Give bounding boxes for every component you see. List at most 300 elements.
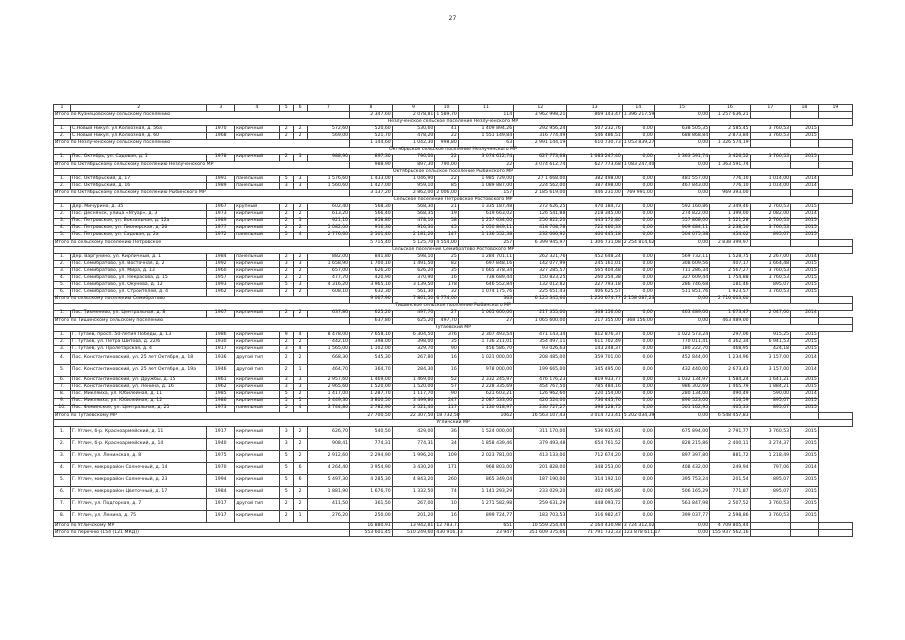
total-value: 5 125,70: [392, 239, 435, 246]
data-cell: 201,54: [710, 474, 750, 486]
data-cell: 530,60: [392, 126, 435, 133]
data-cell: 90: [435, 391, 458, 398]
total-label: Итого по Угличскому МР: [54, 522, 350, 529]
data-cell: 1973: [207, 405, 235, 412]
data-cell: 2 307 493,54: [458, 332, 513, 339]
table-row: [54, 204, 853, 211]
data-cell: 897,30: [350, 154, 393, 161]
data-cell: 2 791,77: [710, 426, 750, 438]
total-value: [818, 239, 852, 246]
data-cell: 3 965,10: [350, 282, 393, 289]
data-cell: 316 774,49: [514, 133, 567, 140]
data-cell: 398 128,75: [567, 405, 622, 412]
row-number: 4.: [54, 225, 71, 232]
data-cell: 3: [279, 438, 293, 450]
total-value: 0,00: [654, 190, 709, 197]
data-cell: 619 663,02: [458, 211, 513, 218]
data-cell: 418 708,78: [514, 225, 567, 232]
address-cell: Пос. Фоминское, ул. Центральная, д. 25: [71, 405, 207, 412]
table-row: [54, 365, 853, 377]
data-cell: 0,00: [622, 486, 654, 498]
data-cell: 1972: [207, 232, 235, 239]
total-value: 1 250 674,77: [567, 296, 622, 303]
data-cell: 22: [435, 133, 458, 140]
total-value: 71 791 732,33: [567, 530, 622, 537]
header-cell: 1: [54, 105, 71, 112]
data-cell: 790,00: [392, 154, 435, 161]
table-row: [54, 377, 853, 384]
data-cell: 126 962,60: [514, 391, 567, 398]
data-cell: 227 793,18: [567, 282, 622, 289]
data-cell: 988,90: [307, 154, 350, 161]
address-cell: Пос. Петровское, ул. Вокзальная, д. 12а: [71, 218, 207, 225]
data-cell: 471 143,34: [514, 332, 567, 339]
data-cell: 1917: [207, 426, 235, 438]
data-cell: 3: [293, 218, 307, 225]
data-cell: 297,06: [710, 332, 750, 339]
section-header-row: [54, 197, 853, 204]
data-cell: 1 014,00: [750, 175, 790, 182]
data-cell: 895,07: [750, 282, 790, 289]
total-value: 155 937 562,16: [710, 530, 750, 537]
data-cell: 2 050 849,11: [458, 225, 513, 232]
data-cell: 4 316,20: [307, 282, 350, 289]
table-row: [54, 133, 853, 140]
data-cell: 561,30: [392, 289, 435, 296]
data-cell: 2015: [791, 154, 819, 161]
data-cell: 1 032 134,97: [654, 377, 709, 384]
data-cell: кирпичный: [235, 133, 280, 140]
address-cell: Г. Углич, ул. Ленинская, д. 8: [71, 450, 207, 462]
data-cell: 463 489,00: [654, 310, 709, 317]
data-cell: 3 760,53: [750, 133, 790, 140]
total-value: [791, 296, 819, 303]
data-cell: 2015: [791, 426, 819, 438]
data-cell: 452 648,24: [567, 253, 622, 260]
data-cell: 3 157,00: [750, 365, 790, 377]
data-cell: 771,87: [710, 486, 750, 498]
data-cell: 1 022 573,24: [654, 332, 709, 339]
data-cell: панельный: [235, 232, 280, 239]
data-cell: 345 495,00: [567, 365, 622, 377]
grand-total-row: [54, 530, 853, 537]
data-cell: 1 736 211,01: [458, 339, 513, 346]
data-cell: кирпичный: [235, 289, 280, 296]
row-number: 6.: [54, 377, 71, 384]
data-cell: 3: [279, 261, 293, 268]
data-cell: 654 761,52: [567, 438, 622, 450]
data-cell: 147: [435, 232, 458, 239]
total-value: 4 554,00: [436, 239, 457, 245]
data-cell: панельный: [235, 405, 280, 412]
data-cell: 3 139,50: [392, 282, 435, 289]
data-cell: 27 1 668,00: [514, 175, 567, 182]
data-cell: кирпичный: [235, 391, 280, 398]
row-number: 2.: [54, 261, 71, 268]
data-cell: 7 658,10: [350, 332, 393, 339]
data-cell: 407,17: [710, 261, 750, 268]
data-cell: 1989: [207, 218, 235, 225]
data-cell: 354 497,11: [514, 339, 567, 346]
data-cell: 329,70: [392, 346, 435, 353]
page-number: 27: [448, 15, 457, 22]
data-cell: 722 460,33: [567, 225, 622, 232]
data-cell: 9: [279, 332, 293, 339]
data-cell: 3 744,80: [307, 405, 350, 412]
data-cell: 6: [293, 462, 307, 474]
data-cell: 1 528,75: [710, 253, 750, 260]
data-cell: 545,30: [350, 353, 393, 365]
data-cell: 2: [293, 268, 307, 275]
data-cell: 3 760,53: [750, 225, 790, 232]
data-cell: 546 486,51: [567, 133, 622, 140]
data-cell: кирпичный: [235, 268, 280, 275]
table-row: [54, 332, 853, 339]
data-cell: 5: [279, 405, 293, 412]
table-row: [54, 268, 853, 275]
data-cell: 2014: [791, 391, 819, 398]
data-cell: 908,41: [307, 438, 350, 450]
data-cell: 411,50: [307, 498, 350, 510]
data-cell: 2014: [791, 211, 819, 218]
address-cell: Г. Тутаев, просп. 50-летия Победы, д. 13: [71, 332, 207, 339]
data-cell: 0,00: [622, 438, 654, 450]
data-cell: 0,00: [622, 175, 654, 182]
data-cell: 2015: [791, 510, 819, 522]
data-cell: 858,80: [350, 218, 393, 225]
total-value: 497,70: [435, 317, 458, 324]
data-cell: 1 335 187,48: [458, 204, 513, 211]
header-cell: 4: [235, 105, 280, 112]
total-value: 625,20: [392, 317, 435, 324]
data-cell: кирпичный: [235, 486, 280, 498]
total-label: Итого по Октябрьскому сельскому поселению Рыбинского МР: [54, 190, 350, 197]
data-cell: 19: [435, 211, 458, 218]
data-cell: 1 664,48: [750, 261, 790, 268]
total-value: 2 347,60: [350, 112, 393, 119]
data-cell: 361,50: [350, 498, 393, 510]
address-cell: Пос. Тихменево, ул. Центральная, д. 8: [71, 310, 207, 317]
total-value: [818, 161, 852, 168]
total-value: 610 730,73: [567, 140, 622, 147]
data-cell: 57: [435, 384, 458, 391]
data-cell: 150 823,25: [514, 275, 567, 282]
data-cell: 1 524 000,00: [458, 426, 513, 438]
row-number: 1.: [54, 154, 71, 161]
table-row: [54, 498, 853, 510]
data-cell: 181,46: [710, 282, 750, 289]
data-cell: 260 254,38: [567, 275, 622, 282]
table-row: [54, 346, 853, 353]
data-cell: 3 760,53: [750, 126, 790, 133]
data-cell: 1967: [207, 310, 235, 317]
total-value: 4 709 805,44: [710, 522, 750, 529]
row-number: 2.: [54, 211, 71, 218]
data-cell: 442,10: [307, 339, 350, 346]
data-cell: 828 215,86: [654, 438, 709, 450]
data-cell: 0,00: [622, 377, 654, 384]
data-cell: кирпичный: [235, 126, 280, 133]
data-cell: 2014: [791, 183, 819, 190]
data-cell: 41: [435, 126, 458, 133]
row-number: 8.: [54, 391, 71, 398]
data-cell: 5: [279, 282, 293, 289]
data-cell: 2015: [791, 384, 819, 391]
total-value: 1 083 247,40: [623, 161, 655, 167]
data-cell: 0,00: [622, 282, 654, 289]
data-cell: 2 912,60: [307, 450, 350, 462]
data-cell: 897 397,80: [654, 450, 709, 462]
data-cell: 405,33: [710, 405, 750, 412]
data-cell: 1 641,21: [750, 377, 790, 384]
row-number: 3.: [54, 218, 71, 225]
data-cell: кирпичный: [235, 225, 280, 232]
data-cell: 2: [293, 126, 307, 133]
data-cell: 2: [279, 289, 293, 296]
address-cell: Г. Тутаев, ул. Пролетарская, д. 4: [71, 346, 207, 353]
data-cell: 316 982,47: [567, 510, 622, 522]
total-value: 27 700,50: [350, 412, 393, 419]
data-cell: 978 000,00: [458, 365, 513, 377]
data-cell: 142 077,99: [514, 261, 567, 268]
total-label: Итого по Октябрьскому сельскому поселению Незлученского МР: [54, 161, 350, 168]
table-row: [54, 275, 853, 282]
data-cell: 1 465,79: [710, 384, 750, 391]
total-value: 430 916,73: [436, 529, 463, 535]
total-value: 769 991,00: [622, 190, 654, 197]
data-cell: 225 651,43: [514, 289, 567, 296]
data-cell: 1 218,49: [750, 450, 790, 462]
data-cell: 348 253,00: [567, 462, 622, 474]
data-cell: 1 021 000,00: [458, 353, 513, 365]
total-value: 18 732,50: [436, 412, 460, 418]
address-cell: Пос. Октябрьский, д. 16: [71, 183, 207, 190]
data-cell: 1 560,60: [307, 183, 350, 190]
data-cell: 1 576,60: [307, 175, 350, 182]
data-cell: 0,00: [622, 391, 654, 398]
data-cell: 4: [293, 405, 307, 412]
data-cell: 180 222,70: [654, 346, 709, 353]
total-value: [750, 296, 790, 303]
header-cell: 2: [71, 105, 207, 112]
data-cell: 511 851,76: [654, 289, 709, 296]
data-cell: 3: [293, 154, 307, 161]
data-cell: 2015: [791, 332, 819, 339]
total-value: [791, 140, 819, 147]
data-cell: 566,40: [350, 211, 393, 218]
header-cell: 12: [514, 105, 567, 112]
data-cell: 0,00: [622, 225, 654, 232]
total-value: 27: [458, 317, 513, 324]
data-cell: 467 843,00: [654, 183, 709, 190]
total-value: 969 393,00: [710, 190, 750, 197]
data-cell: 2015: [791, 204, 819, 211]
total-value: 2 838 399,97: [710, 239, 750, 246]
section-title: Тутаевский МР: [54, 324, 853, 331]
data-cell: 1 676,70: [350, 486, 393, 498]
data-cell: 3 760,53: [750, 289, 790, 296]
data-cell: 557 868,00: [654, 218, 709, 225]
data-cell: 448 093,72: [567, 498, 622, 510]
data-cell: 1 287,70: [350, 391, 393, 398]
data-cell: 0,00: [622, 498, 654, 510]
total-label: Итого по сельскому поселению Семибратово: [54, 296, 350, 303]
data-cell: 697 848,16: [458, 261, 513, 268]
data-cell: 497,70: [392, 310, 435, 317]
data-cell: 0,00: [622, 346, 654, 353]
data-cell: 895,07: [750, 398, 790, 405]
total-value: [791, 112, 819, 119]
total-value: 3 074 612,74: [514, 161, 567, 168]
data-cell: 327 285,57: [514, 268, 567, 275]
total-value: 637,80: [350, 317, 393, 324]
data-cell: 5: [293, 398, 307, 405]
address-cell: Пос. Петровское, ул. Садовая, д. 2а: [71, 232, 207, 239]
data-cell: 895,07: [750, 474, 790, 486]
address-cell: Г. Тутаев, ул. Петра Шитова, д. 22/6: [71, 339, 207, 346]
total-value: [818, 112, 852, 119]
data-cell: 1 083 247,40: [567, 154, 622, 161]
subtotal-row: [54, 112, 853, 119]
data-cell: 569 732,11: [654, 253, 709, 260]
data-cell: 286 746,68: [654, 282, 709, 289]
data-cell: 1 082,00: [307, 225, 350, 232]
data-cell: 5: [279, 175, 293, 182]
data-cell: 776,10: [710, 175, 750, 182]
data-cell: 10: [435, 498, 458, 510]
data-cell: 1 074 175,76: [458, 289, 513, 296]
data-cell: 2: [279, 310, 293, 317]
data-cell: 2 760,53: [750, 204, 790, 211]
address-cell: Пос. Семибратово, ул. Некрасова, д. 15: [71, 275, 207, 282]
data-cell: 5: [279, 391, 293, 398]
data-cell: кирпичный: [235, 310, 280, 317]
total-value: 0,00: [654, 412, 709, 419]
data-cell: 1 065 600,00: [458, 310, 513, 317]
address-cell: Г. Углич, б-р. Красноармейский, д. 14: [71, 438, 207, 450]
total-value: [791, 317, 819, 324]
total-value: 6 125 345,60: [514, 296, 567, 303]
data-cell: 1 284 701,11: [458, 253, 513, 260]
data-cell: 3 074 612,74: [458, 154, 513, 161]
total-value: 790,00: [435, 161, 458, 168]
address-cell: Г. Углич, ул. Подгорная, д. 7: [71, 498, 207, 510]
total-value: 23 947: [458, 530, 513, 537]
data-cell: 0,00: [622, 426, 654, 438]
data-cell: 178: [435, 282, 458, 289]
total-value: 0,00: [654, 296, 709, 303]
data-cell: кирпичный: [235, 510, 280, 522]
row-number: 7.: [54, 384, 71, 391]
data-cell: 2: [293, 225, 307, 232]
header-cell: 17: [750, 105, 790, 112]
data-cell: другой тип: [235, 365, 280, 377]
total-value: 123 878 611,17: [623, 529, 661, 535]
data-cell: 230 727,27: [514, 405, 567, 412]
section-header-row: [54, 246, 853, 253]
address-cell: Пос. Октябрь, ул. Садовая, д. 1: [71, 154, 207, 161]
data-cell: 2015: [791, 450, 819, 462]
data-cell: 5 497,30: [307, 474, 350, 486]
data-cell: 1 046,90: [392, 175, 435, 182]
data-cell: 3 760,53: [750, 154, 790, 161]
data-cell: 626,70: [307, 426, 350, 438]
data-cell: 770 011,41: [654, 339, 709, 346]
data-cell: 1946: [207, 365, 235, 377]
data-cell: 0,00: [622, 268, 654, 275]
total-value: 1 589,70: [436, 111, 457, 117]
data-cell: 1 491,50: [392, 261, 435, 268]
data-cell: 1 881,90: [307, 486, 350, 498]
total-value: 157: [458, 190, 513, 197]
data-cell: 0,00: [622, 510, 654, 522]
data-cell: 2: [293, 133, 307, 140]
data-cell: 1 521,28: [710, 218, 750, 225]
data-cell: 217 355,00: [514, 310, 567, 317]
total-value: 627 773,68: [567, 161, 622, 168]
data-cell: 4: [293, 346, 307, 353]
address-cell: Дер. Мичурино, д. 35: [71, 204, 207, 211]
data-cell: 426 524,00: [514, 398, 567, 405]
data-cell: 2: [279, 126, 293, 133]
data-cell: 1936: [207, 353, 235, 365]
data-cell: 1917: [207, 510, 235, 522]
data-cell: 2: [293, 486, 307, 498]
data-cell: 1962: [207, 289, 235, 296]
data-cell: 1968: [207, 133, 235, 140]
data-cell: 2014: [791, 253, 819, 260]
data-cell: 688 868,84: [654, 133, 709, 140]
data-cell: 916,30: [392, 225, 435, 232]
data-cell: 370,90: [392, 275, 435, 282]
total-value: 2 158 087,23: [623, 296, 655, 302]
total-value: 0,00: [654, 112, 709, 119]
data-cell: 895,07: [750, 232, 790, 239]
data-cell: 1984: [207, 486, 235, 498]
data-cell: 2015: [791, 405, 819, 412]
data-cell: 812 876,37: [567, 332, 622, 339]
data-cell: 3 760,53: [750, 268, 790, 275]
data-cell: 408 432,00: [654, 462, 709, 474]
row-number: 9.: [54, 398, 71, 405]
header-cell: 9: [392, 105, 435, 112]
data-cell: 233 029,20: [514, 486, 567, 498]
table-row: [54, 462, 853, 474]
data-cell: 1 433,00: [350, 175, 393, 182]
data-cell: 398,00: [392, 339, 435, 346]
data-cell: 0,00: [622, 474, 654, 486]
data-cell: 2 965,60: [307, 384, 350, 391]
data-cell: 267,80: [392, 353, 435, 365]
address-cell: Пос. Семибратово, ул. Мира, д. 13: [71, 268, 207, 275]
data-cell: 477,70: [307, 275, 350, 282]
subtotal-row: [54, 317, 853, 324]
data-cell: 5: [279, 450, 293, 462]
total-value: 1 363 591,74: [710, 161, 750, 168]
data-cell: 1 427,00: [350, 183, 393, 190]
data-cell: 2015: [791, 486, 819, 498]
data-cell: 276,20: [307, 510, 350, 522]
data-cell: 481 557,00: [654, 175, 709, 182]
row-number: 2.: [54, 339, 71, 346]
total-value: 16 880,91: [350, 522, 393, 529]
data-cell: 0,00: [622, 384, 654, 391]
total-value: [791, 239, 819, 246]
data-cell: 2: [293, 339, 307, 346]
data-cell: 2 181,20: [392, 232, 435, 239]
data-cell: 2: [293, 289, 307, 296]
data-cell: 632,30: [350, 289, 393, 296]
